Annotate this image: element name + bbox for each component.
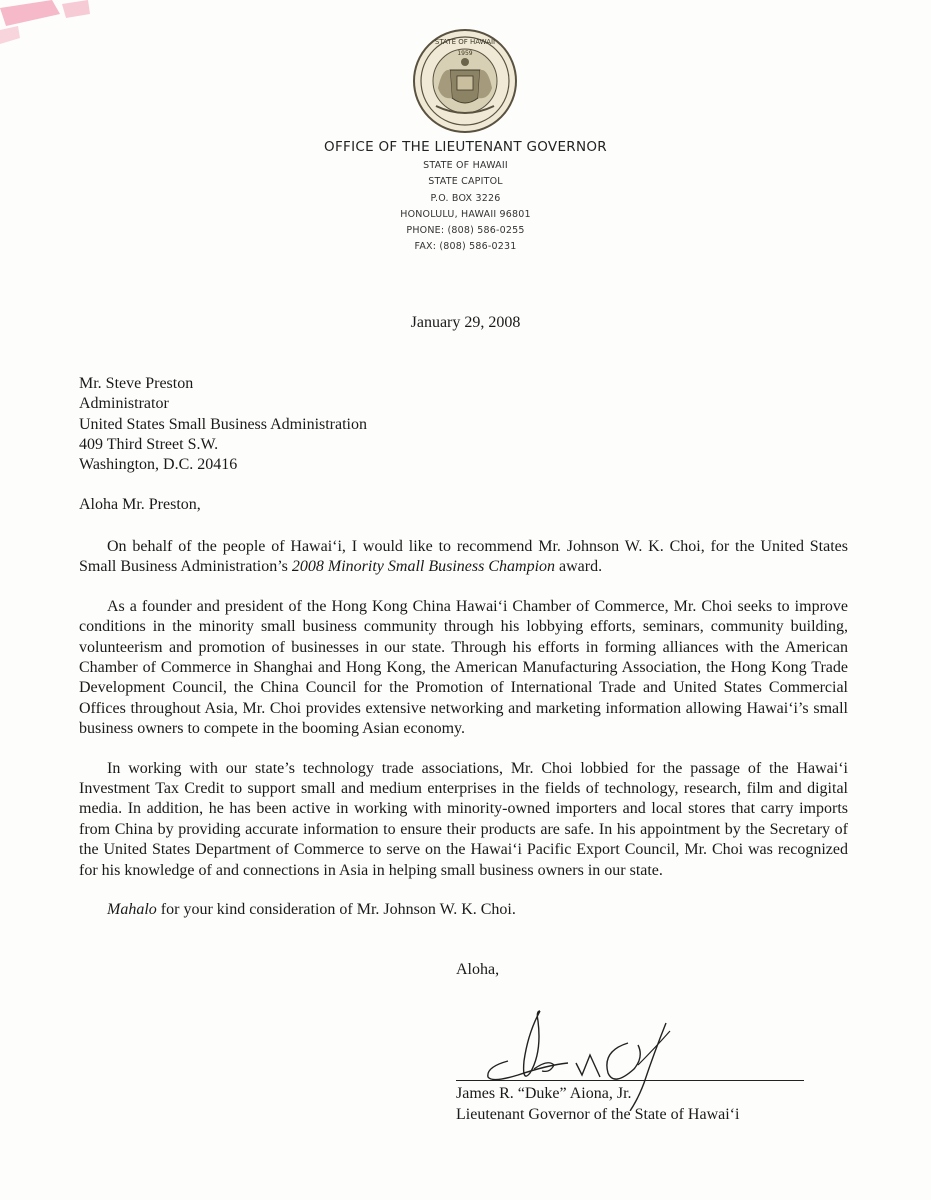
letterhead-fax: FAX: (808) 586-0231 [414,241,517,253]
seal-year: 1959 [457,50,473,57]
paragraph-text: award. [555,558,603,576]
signer-block [456,1083,739,1125]
paragraph-mahalo [79,900,848,920]
paragraph-chamber: As a founder and president of the Hong Kong China Hawai‘i Chamber of Commerce, Mr. Choi seeks to improve conditions in the minority small business community through his lobbying efforts, seminars, community building, volunteerism and promotion of businesses in our state. Through his efforts in forming alliances with the American Chamber of Commerce in Shanghai and Hong Kong, the American Manufacturing Association, the Hong Kong Trade Development Council, the China Council for the Promotion of International Trade and United States Commercial Offices throughout Asia, Mr. Choi provides extensive networking and marketing information allowing Hawai‘i’s small business owners to compete in the booming Asian economy. [79,597,848,738]
signer-name: James R. “Duke” Aiona, Jr. [456,1085,632,1102]
recipient-block [79,374,367,475]
signature-line [456,1080,804,1081]
award-name: 2008 Minority Small Business Champion [291,558,556,576]
corner-tape-mark [0,0,90,45]
closing: Aloha, [456,961,500,978]
paragraph-text: for your kind consideration of Mr. Johnson W. K. Choi. [156,901,516,919]
letter-date: January 29, 2008 [410,314,521,331]
recipient-line: United States Small Business Administration [79,415,367,433]
signer-title: Lieutenant Governor of the State of Hawai‘i [456,1106,740,1123]
letterhead [0,139,931,256]
letterhead-address-line: STATE OF HAWAII [423,160,508,171]
recipient-line: Washington, D.C. 20416 [79,456,238,474]
letterhead-address-line: P.O. BOX 3226 [430,192,501,204]
paragraph-text: On behalf of the people of Hawai‘i, I would like to recommend Mr. Johnson W. K. Choi, for the United States Small Business Administration’s [79,538,848,576]
recipient-line: Administrator [79,395,169,413]
office-title: OFFICE OF THE LIEUTENANT GOVERNOR [324,139,607,155]
letterhead-address-line: STATE CAPITOL [428,176,503,188]
seal-text: STATE OF HAWAII [434,38,496,46]
salutation: Aloha Mr. Preston, [79,496,201,513]
letterhead-address-line: HONOLULU, HAWAII 96801 [400,208,531,220]
mahalo-word: Mahalo [107,901,157,919]
recipient-line: Mr. Steve Preston [79,375,194,392]
letterhead-phone: PHONE: (808) 586-0255 [406,225,525,237]
letter-body [79,537,848,921]
paragraph-recommendation [79,537,848,578]
recipient-line: 409 Third Street S.W. [79,435,219,453]
paragraph-tax-credit: In working with our state’s technology trade associations, Mr. Choi lobbied for the passage of the Hawai‘i Investment Tax Credit to support small and medium enterprises in the fields of technology, research, film and digital media. In addition, he has been active in working with minority-owned importers and local stores that carry imports from China by providing accurate information to ensure their products are safe. In his appointment by the Secretary of the United States Department of Commerce to serve on the Hawai‘i Pacific Export Council, Mr. Choi was recognized for his knowledge of and connections in Asia in helping small business owners in our state. [79,759,848,879]
state-seal-icon [412,28,518,134]
